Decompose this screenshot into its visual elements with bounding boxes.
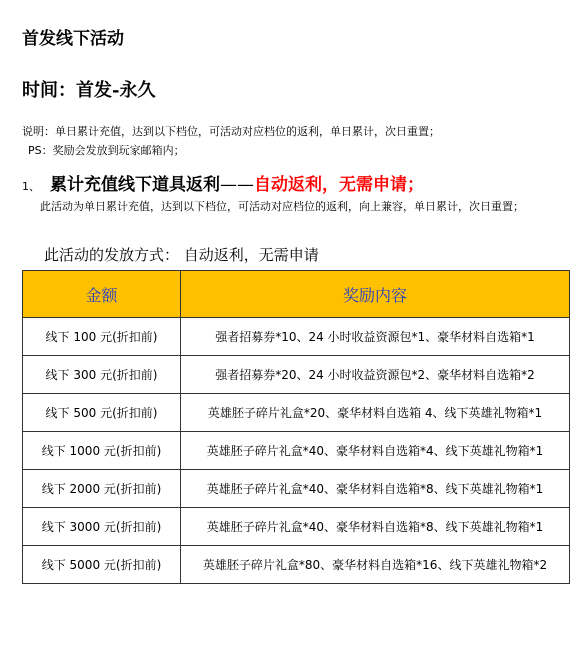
ps-note: PS：奖励会发放到玩家邮箱内； [28,144,185,157]
table-row [23,508,570,546]
reward-cell: 英雄胚子碎片礼盒*40、豪华材料自选箱*4、线下英雄礼物箱*1 [181,432,570,470]
amount-cell: 线下 300 元(折扣前) [23,356,181,394]
table-row [23,394,570,432]
reward-cell: 英雄胚子碎片礼盒*40、豪华材料自选箱*8、线下英雄礼物箱*1 [181,470,570,508]
section-number: 1、 [22,180,40,193]
table-row [23,318,570,356]
amount-cell: 线下 5000 元(折扣前) [23,546,181,584]
section-title: 累计充值线下道具返利 [50,175,220,195]
table-header-row [23,271,570,318]
reward-cell: 强者招募券*10、24 小时收益资源包*1、豪华材料自选箱*1 [181,318,570,356]
amount-cell: 线下 3000 元(折扣前) [23,508,181,546]
distribution-method: 此活动的发放方式： 自动返利，无需申请 [44,246,319,264]
header-amount: 金额 [23,271,181,318]
page-title: 首发线下活动 [22,29,124,49]
section-dash: —— [220,175,254,195]
table-row [23,470,570,508]
amount-cell: 线下 1000 元(折扣前) [23,432,181,470]
table-row [23,546,570,584]
amount-cell: 线下 2000 元(折扣前) [23,470,181,508]
reward-cell: 强者招募券*20、24 小时收益资源包*2、豪华材料自选箱*2 [181,356,570,394]
event-time: 时间：首发-永久 [22,80,156,101]
section-description: 此活动为单日累计充值，达到以下档位，可活动对应档位的返利，向上兼容，单日累计，次日重置； [40,200,524,213]
amount-cell: 线下 100 元(折扣前) [23,318,181,356]
header-rewards: 奖励内容 [181,271,570,318]
section-heading [22,170,424,195]
amount-cell: 线下 500 元(折扣前) [23,394,181,432]
rule-note: 说明：单日累计充值，达到以下档位，可活动对应档位的返利，单日累计，次日重置； [22,125,440,138]
table-row [23,356,570,394]
table-row [23,432,570,470]
reward-cell: 英雄胚子碎片礼盒*80、豪华材料自选箱*16、线下英雄礼物箱*2 [181,546,570,584]
reward-cell: 英雄胚子碎片礼盒*40、豪华材料自选箱*8、线下英雄礼物箱*1 [181,508,570,546]
reward-cell: 英雄胚子碎片礼盒*20、豪华材料自选箱 4、线下英雄礼物箱*1 [181,394,570,432]
reward-table [22,270,570,584]
section-highlight: 自动返利，无需申请； [254,175,424,195]
